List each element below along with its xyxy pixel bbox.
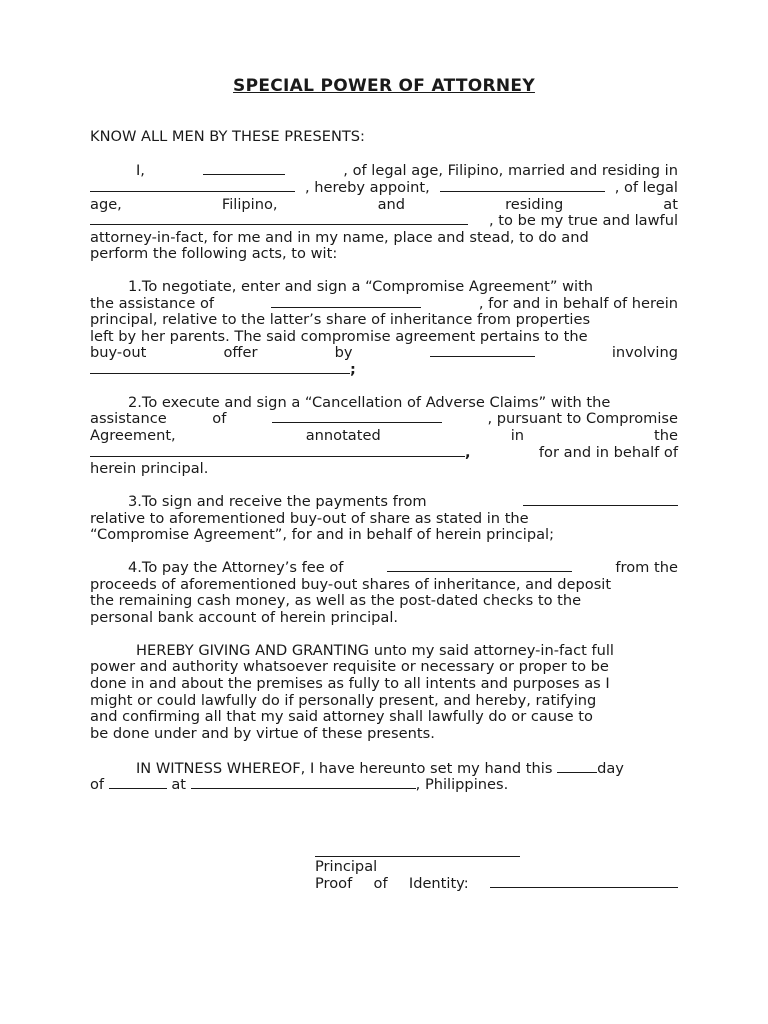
item3-line-2: relative to aforementioned buy-out of share as stated in the <box>90 510 529 527</box>
item4-line-3: the remaining cash money, as well as the post-dated checks to the <box>90 592 582 609</box>
item2-line-3 <box>90 427 678 444</box>
principal-label: Principal <box>315 858 378 875</box>
p1-line-3 <box>90 196 678 213</box>
p1-line-5: attorney-in-fact, for me and in my name, place and stead, to do and <box>90 229 589 246</box>
item1-text: buy-out <box>90 344 147 361</box>
blank-payments-from[interactable] <box>523 493 678 506</box>
p1-text: , to be my true and lawful <box>489 212 678 229</box>
item1-text: involving <box>611 344 678 361</box>
item4-line-1 <box>128 559 678 576</box>
item1-line-2 <box>90 295 678 312</box>
item2-line-4 <box>90 444 678 461</box>
item1-text: by <box>334 344 353 361</box>
item2-line-2 <box>90 410 678 427</box>
p1-text: residing <box>505 196 564 213</box>
blank-assistance-2[interactable] <box>272 410 442 423</box>
p1-text: at <box>663 196 678 213</box>
item4-line-4: personal bank account of herein principal. <box>90 609 399 626</box>
witness-line-2 <box>90 776 678 793</box>
witness-text: , Philippines. <box>415 776 509 793</box>
item1-line-4: left by her parents. The said compromise agreement pertains to the <box>90 328 588 345</box>
blank-proof-of-identity[interactable] <box>490 875 678 888</box>
p1-line-2 <box>90 179 678 196</box>
opening-line: KNOW ALL MEN BY THESE PRESENTS: <box>90 128 365 145</box>
witness-text: at <box>171 776 187 793</box>
item4-text: 4.To pay the Attorney’s fee of <box>128 559 344 576</box>
item1-line-6 <box>90 361 678 378</box>
item2-text: , pursuant to Compromise <box>487 410 678 427</box>
p1-line-1 <box>136 162 678 179</box>
item2-text: annotated <box>305 427 381 444</box>
p1-text: I, <box>136 162 145 179</box>
item1-line-5 <box>90 344 678 361</box>
blank-day[interactable] <box>557 760 597 773</box>
item1-line-1: 1.To negotiate, enter and sign a “Compromise Agreement” with <box>128 278 594 295</box>
proof-text: Identity: <box>408 875 469 892</box>
item2-text: assistance <box>90 410 167 427</box>
item2-text: , <box>465 444 471 461</box>
hereby-line-1: HEREBY GIVING AND GRANTING unto my said attorney-in-fact full <box>136 642 614 659</box>
item2-text: of <box>212 410 227 427</box>
blank-buyout-by[interactable] <box>430 344 535 357</box>
hereby-line-5: and confirming all that my said attorney shall lawfully do or cause to <box>90 708 593 725</box>
p1-text: , hereby appoint, <box>304 179 430 196</box>
item3-line-3: “Compromise Agreement”, for and in behalf of herein principal; <box>90 526 554 543</box>
blank-principal-residence[interactable] <box>90 179 295 192</box>
blank-involving[interactable] <box>90 361 350 374</box>
blank-month[interactable] <box>109 776 167 789</box>
witness-line-1 <box>136 760 678 777</box>
item1-text: the assistance of <box>90 295 215 312</box>
hereby-line-3: done in and about the premises as fully to all intents and purposes as I <box>90 675 610 692</box>
item4-line-2: proceeds of aforementioned buy-out shares of inheritance, and deposit <box>90 576 612 593</box>
blank-annotated-in[interactable] <box>90 444 465 457</box>
p1-line-6: perform the following acts, to wit: <box>90 245 338 262</box>
witness-text: day <box>597 760 624 777</box>
p1-text: Filipino, <box>221 196 278 213</box>
item2-text: for and in behalf of <box>538 444 678 461</box>
item2-line-5: herein principal. <box>90 460 209 477</box>
blank-attorney-residence[interactable] <box>90 212 468 225</box>
p1-text: age, <box>90 196 122 213</box>
item1-text: offer <box>223 344 258 361</box>
item2-text: the <box>654 427 678 444</box>
blank-attorney-name[interactable] <box>440 179 605 192</box>
item2-line-1: 2.To execute and sign a “Cancellation of Adverse Claims” with the <box>128 394 611 411</box>
p1-text: and <box>377 196 406 213</box>
p1-text: , of legal age, Filipino, married and residing in <box>343 162 678 179</box>
p1-text: , of legal <box>614 179 678 196</box>
item2-text: in <box>510 427 525 444</box>
item2-text: Agreement, <box>90 427 176 444</box>
document-title: SPECIAL POWER OF ATTORNEY <box>233 76 535 96</box>
item3-line-1 <box>128 493 678 510</box>
blank-assistance-1[interactable] <box>271 295 421 308</box>
item1-text: , for and in behalf of herein <box>478 295 678 312</box>
item1-text: ; <box>350 361 356 378</box>
p1-line-4 <box>90 212 678 229</box>
blank-place[interactable] <box>191 776 416 789</box>
hereby-line-2: power and authority whatsoever requisite or necessary or proper to be <box>90 658 609 675</box>
blank-attorney-fee[interactable] <box>387 559 572 572</box>
blank-principal-name[interactable] <box>203 162 285 175</box>
item1-line-3: principal, relative to the latter’s share of inheritance from properties <box>90 311 591 328</box>
item4-text: from the <box>615 559 678 576</box>
item3-text: 3.To sign and receive the payments from <box>128 493 427 510</box>
proof-text: Proof <box>315 875 353 892</box>
proof-of-identity-line <box>315 875 678 892</box>
witness-text: of <box>90 776 105 793</box>
witness-text: IN WITNESS WHEREOF, I have hereunto set my hand this <box>136 760 553 777</box>
signature-line[interactable] <box>315 856 520 857</box>
proof-text: of <box>373 875 388 892</box>
hereby-line-4: might or could lawfully do if personally present, and hereby, ratifying <box>90 692 597 709</box>
hereby-line-6: be done under and by virtue of these presents. <box>90 725 435 742</box>
